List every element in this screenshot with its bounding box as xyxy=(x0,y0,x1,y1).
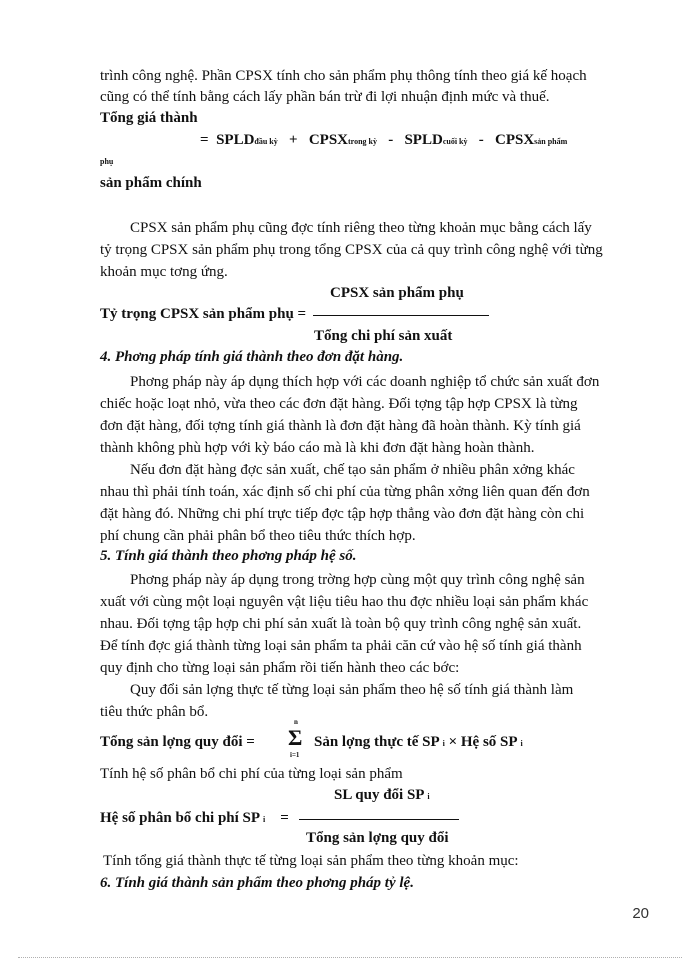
operator: - xyxy=(478,132,484,148)
text-line: Phơng pháp này áp dụng thích hợp với các doanh nghiệp tổ chức sản xuất đơn xyxy=(130,374,600,390)
term-sub: i xyxy=(262,815,266,824)
term-sub: i xyxy=(427,792,430,801)
text-line: khoản mục tơng ứng. xyxy=(100,264,228,280)
sigma-upper: n xyxy=(294,718,298,726)
term: Sản lợng thực tế SP xyxy=(314,734,439,750)
text-line: trình công nghệ. Phần CPSX tính cho sản phẩm phụ thông tính theo giá kế hoạch xyxy=(100,68,587,84)
formula-product xyxy=(314,732,523,754)
term: CPSX xyxy=(308,132,348,148)
formula-line: sản phẩm chính xyxy=(100,175,202,191)
text-line: cũng có thể tính bằng cách lấy phần bán trừ đi lợi nhuận định mức và thuế. xyxy=(100,89,550,105)
text-line: nhau. Đối tợng tập hợp chi phí sản xuất là toàn bộ quy trình công nghệ sản xuất. xyxy=(100,616,582,632)
fraction-numerator: CPSX sản phẩm phụ xyxy=(330,285,464,301)
section-heading: 6. Tính giá thành sản phẩm theo phơng pháp tỷ lệ. xyxy=(100,875,414,891)
operator: + xyxy=(289,132,298,148)
section-heading: 5. Tính giá thành theo phơng pháp hệ số. xyxy=(100,548,357,564)
equals-sign: = xyxy=(200,132,209,148)
text-line: Phơng pháp này áp dụng trong trờng hợp cùng một quy trình công nghệ sản xyxy=(130,572,585,588)
term-sub-wrap: phụ xyxy=(100,157,114,166)
formula-total-cost xyxy=(200,130,567,152)
text-line: quy định cho từng loại sản phẩm rồi tiến hành theo các bớc: xyxy=(100,660,460,676)
term-sub: cuối kỳ xyxy=(442,137,468,146)
text-line: Tính tổng giá thành thực tế từng loại sản phẩm theo từng khoản mục: xyxy=(103,853,519,869)
term-sub: sản phẩm xyxy=(534,137,568,146)
text-line: tiêu thức phân bổ. xyxy=(100,704,209,720)
fraction-bar xyxy=(299,819,459,820)
fraction-denominator: Tổng sản lợng quy đổi xyxy=(306,830,449,846)
term: Hệ số SP xyxy=(460,734,517,750)
page-number: 20 xyxy=(632,905,649,922)
text-line: xuất với cùng một loại nguyên vật liệu tiêu hao thu đợc nhiều loại sản phẩm khác xyxy=(100,594,589,610)
fraction-denominator: Tổng chi phí sản xuất xyxy=(314,328,453,344)
sigma-symbol: Σ xyxy=(288,725,303,750)
fraction-numerator xyxy=(334,785,430,807)
text-line: phí chung cần phải phân bổ theo tiêu thức thích hợp. xyxy=(100,528,416,544)
operator: - xyxy=(388,132,394,148)
fraction-bar xyxy=(313,315,489,316)
text-line: Nếu đơn đặt hàng đợc sản xuất, chế tạo sản phẩm ở nhiều phân xởng khác xyxy=(130,462,575,478)
sigma-lower: i=1 xyxy=(290,751,300,759)
formula-label: Tổng giá thành xyxy=(100,110,198,126)
text-line: Tính hệ số phân bổ chi phí của từng loại sản phẩm xyxy=(100,766,403,782)
text-line: thành không phù hợp với kỳ báo cáo mà là khi đơn đặt hàng hoàn thành. xyxy=(100,440,535,456)
section-heading: 4. Phơng pháp tính giá thành theo đơn đặt hàng. xyxy=(100,349,404,365)
text-line: đặt hàng đó. Những chi phí trực tiếp đợc tập hợp thẳng vào đơn đặt hàng còn chi xyxy=(100,506,585,522)
times-sign: × xyxy=(448,734,458,750)
formula-label: Tổng sản lợng quy đổi = xyxy=(100,734,255,750)
text-line: Quy đổi sản lợng thực tế từng loại sản phẩm theo hệ số tính giá thành làm xyxy=(130,682,574,698)
numerator-text: SL quy đổi SP xyxy=(334,787,424,803)
term-sub: i xyxy=(442,739,445,748)
text-line: Để tính đợc giá thành từng loại sản phẩm ta phải căn cứ vào hệ số tính giá thành xyxy=(100,638,582,654)
term-sub: i xyxy=(520,739,523,748)
term: SPLD xyxy=(404,132,443,148)
term: SPLD xyxy=(216,132,255,148)
footer-divider xyxy=(18,957,682,958)
text-line: nhau thì phải tính toán, xác định số chi phí của từng phân xởng liên quan đến đơn xyxy=(100,484,590,500)
text-line: chiếc hoặc loạt nhỏ, vừa theo các đơn đặt hàng. Đối tợng tập hợp CPSX là từng xyxy=(100,396,578,412)
text-line: CPSX sản phẩm phụ cũng đợc tính riêng theo từng khoản mục bằng cách lấy xyxy=(130,220,592,236)
label-text: Hệ số phân bổ chi phí SP xyxy=(100,810,260,826)
term: CPSX xyxy=(494,132,535,148)
term-sub: trong kỳ xyxy=(348,137,377,146)
term-sub: đầu kỳ xyxy=(254,137,278,146)
text-line: đơn đặt hàng, đối tợng tính giá thành là đơn đặt hàng đã hoàn thành. Kỳ tính giá xyxy=(100,418,581,434)
text-line: tỷ trọng CPSX sản phẩm phụ trong tổng CPSX của cả quy trình công nghệ với từng xyxy=(100,242,603,258)
fraction-label xyxy=(100,808,289,830)
fraction-label: Tỷ trọng CPSX sản phẩm phụ = xyxy=(100,306,307,322)
equals-sign: = xyxy=(280,810,289,826)
